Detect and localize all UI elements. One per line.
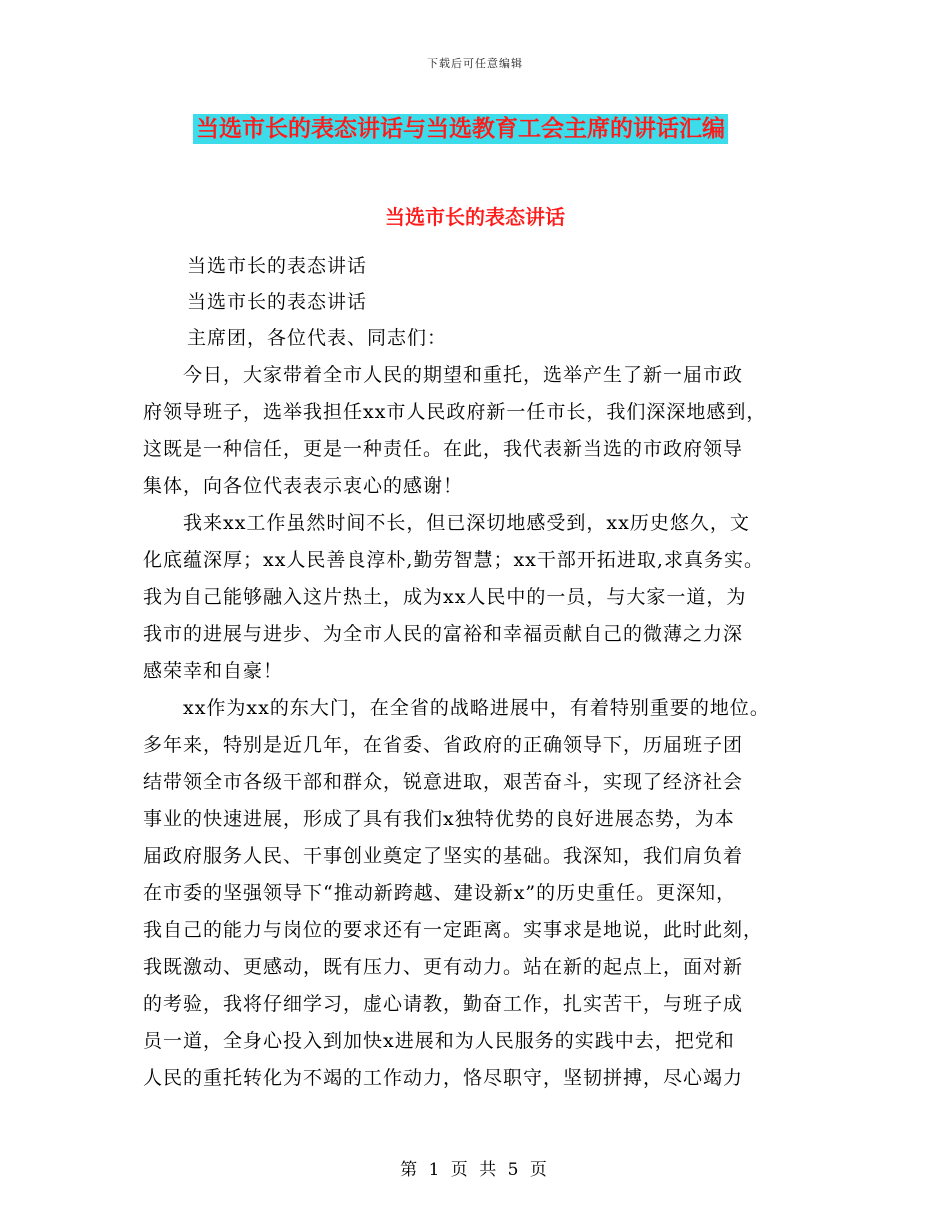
body-line: 我自己的能力与岗位的要求还有一定距离。实事求是地说，此时此刻，	[143, 919, 764, 941]
body-line: 我为自己能够融入这片热土，成为xx人民中的一员，与大家一道，为	[143, 586, 747, 608]
body-line: 届政府服务人民、干事创业奠定了坚实的基础。我深知，我们肩负着	[143, 845, 744, 867]
body-line: 的考验，我将仔细学习，虚心请教，勤奋工作，扎实苦干，与班子成	[143, 993, 744, 1015]
body-line: 当选市长的表态讲话	[187, 291, 368, 313]
header-note: 下载后可任意编辑	[427, 57, 523, 70]
body-line: 当选市长的表态讲话	[187, 255, 368, 277]
body-line: 集体，向各位代表表示衷心的感谢！	[143, 475, 464, 497]
body-line: 感荣幸和自豪！	[143, 660, 284, 682]
body-line: 事业的快速进展，形成了具有我们x独特优势的良好进展态势，为本	[143, 808, 735, 830]
body-line: xx作为xx的东大门，在全省的战略进展中，有着特别重要的地位。	[183, 697, 770, 719]
body-line: 结带领全市各级干部和群众，锐意进取，艰苦奋斗，实现了经济社会	[143, 771, 744, 793]
body-line: 我既激动、更感动，既有压力、更有动力。站在新的起点上，面对新	[143, 956, 744, 978]
section-title: 当选市长的表态讲话	[385, 205, 565, 229]
body-line: 人民的重托转化为不竭的工作动力，恪尽职守，坚韧拼搏，尽心竭力	[143, 1067, 744, 1089]
page-footer: 第 1 页 共 5 页	[400, 1160, 550, 1180]
body-line: 多年来，特别是近几年，在省委、省政府的正确领导下，历届班子团	[143, 734, 744, 756]
body-line: 这既是一种信任，更是一种责任。在此，我代表新当选的市政府领导	[143, 438, 744, 460]
body-line: 府领导班子，选举我担任xx市人民政府新一任市长，我们深深地感到，	[143, 401, 767, 423]
body-line: 在市委的坚强领导下“推动新跨越、建设新x”的历史重任。更深知，	[143, 882, 737, 904]
body-line: 员一道，全身心投入到加快x进展和为人民服务的实践中去，把党和	[143, 1030, 735, 1052]
body-line: 今日，大家带着全市人民的期望和重托，选举产生了新一届市政	[183, 364, 744, 386]
body-line: 我市的进展与进步、为全市人民的富裕和幸福贡献自己的微薄之力深	[143, 623, 744, 645]
body-line: 主席团，各位代表、同志们：	[187, 327, 448, 349]
document-title: 当选市长的表态讲话与当选教育工会主席的讲话汇编	[193, 114, 728, 144]
body-line: 我来xx工作虽然时间不长，但已深切地感受到，xx历史悠久，文	[183, 512, 750, 534]
body-line: 化底蕴深厚；xx人民善良淳朴,勤劳智慧；xx干部开拓进取,求真务实。	[143, 549, 764, 571]
